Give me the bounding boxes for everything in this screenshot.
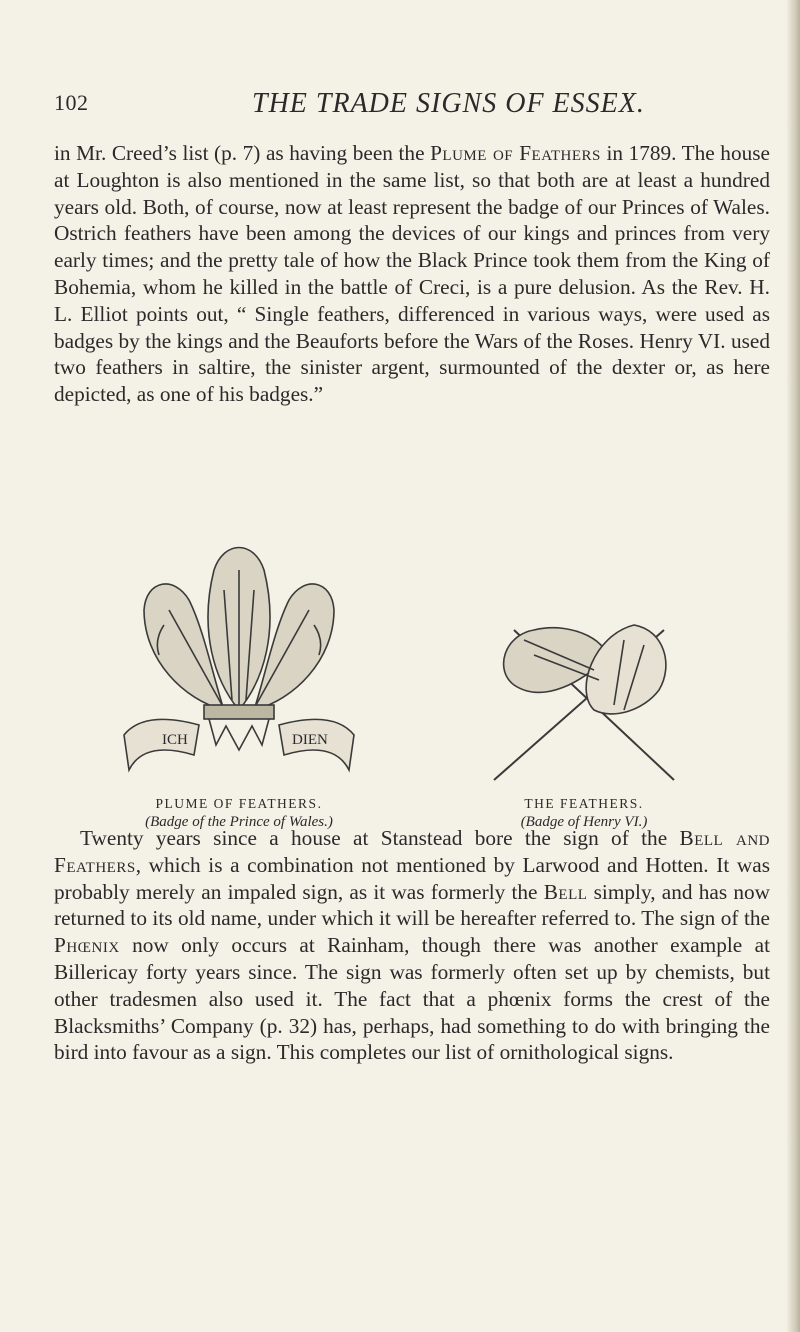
paragraph-bell-and-feathers: [54, 825, 770, 1066]
figure-caption-subtitle: (Badge of Henry VI.): [520, 814, 648, 830]
book-page: [54, 88, 771, 1065]
figure-caption-title: PLUME OF FEATHERS.: [155, 796, 323, 811]
motto-dien: DIEN: [292, 732, 328, 748]
page-header: [54, 90, 770, 130]
text-run: Twenty years since a house at Stanstead bore the sign of the: [80, 826, 680, 850]
running-title: THE TRADE SIGNS OF ESSEX.: [252, 88, 645, 119]
text-run: in Mr. Creed’s list (p. 7) as having been the: [54, 141, 431, 165]
text-run: simply, and has now returned to its old name, under which it will be hereafter referred to. The sign of the: [54, 879, 770, 931]
motto-ich: ICH: [162, 732, 188, 748]
figure-the-feathers: [464, 610, 704, 831]
sign-name-plume-of-feathers: Plume of Feathers: [430, 141, 601, 165]
page-number: 102: [54, 90, 89, 115]
page-edge-shadow: [786, 0, 800, 1332]
paragraph-plume-of-feathers: [54, 140, 770, 408]
figure-plume-of-feathers: [94, 530, 384, 831]
prince-of-wales-plume-icon: [104, 530, 374, 790]
text-run: , which is a combination not mentioned by Larwood and Hotten. It was probably merely an impaled sign, as it was formerly the: [54, 852, 770, 904]
sign-name-bell-and-feathers: Bell and Feathers: [54, 826, 771, 877]
text-run: in 1789. The house at Loughton is also mentioned in the same list, so that both are at least a hundred years old. Both, of course, now at least represent the badge of our Princes of Wales. Ostrich feathers have been among the devices of our kings and princes from very early times; and the pretty tale of how the Black Prince took them from the King of Bohemia, whom he killed in the battle of Creci, is a pure delusion. As the Rev. H. L. Elliot points out, “ Single feathers, differenced in various ways, were used as badges by the kings and the Beauforts before the Wars of the Roses. Henry VI. used two feathers in saltire, the sinister argent, surmounted of the dexter or, as here depicted, as one of his badges.”: [54, 141, 770, 407]
text-run: now only occurs at Rainham, though there was another example at Billericay forty years since. The sign was formerly often set up by chemists, but other tradesmen also used it. The fact that a phœnix forms the crest of the Blacksmiths’ Company (p. 32) has, perhaps, had something to do with bringing the bird into favour as a sign. This completes our list of ornithological signs.: [54, 933, 770, 1065]
figure-caption-title: THE FEATHERS.: [524, 796, 644, 811]
sign-name-bell: Bell: [543, 879, 588, 904]
figure-caption-subtitle: (Badge of the Prince of Wales.): [145, 814, 333, 830]
sign-name-phoenix: Phœnix: [54, 933, 120, 958]
henry-vi-feathers-icon: [474, 610, 694, 790]
